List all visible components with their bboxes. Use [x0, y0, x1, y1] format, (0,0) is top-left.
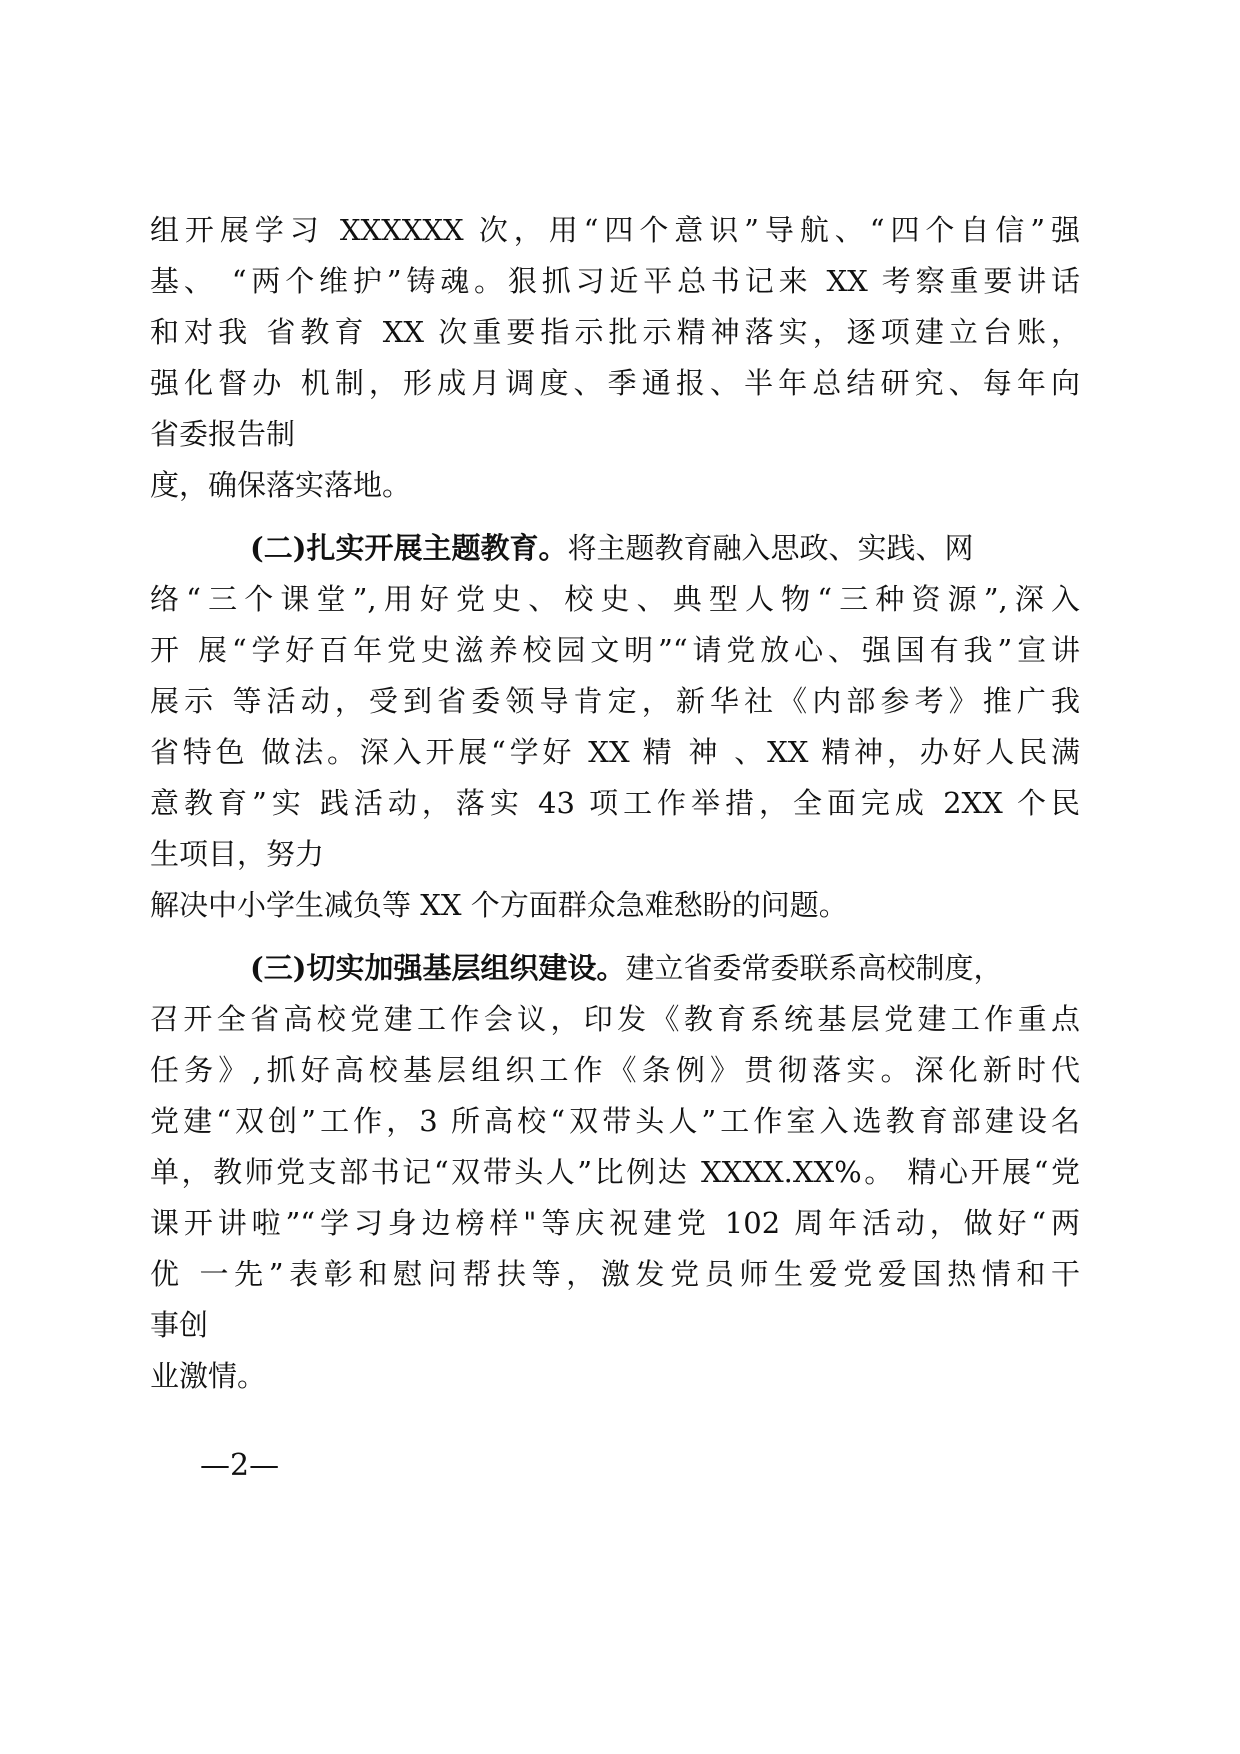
text-line: 和对我 省教育 XX 次重要指示批示精神落实，逐项建立台账， [150, 315, 1080, 349]
text-line: 事创 [150, 1308, 209, 1342]
text-line: 组开展学习 XXXXXX 次，用“四个意识”导航、“四个自信”强 [150, 213, 1080, 247]
document-body [150, 205, 1080, 1402]
text-line: 单，教师党支部书记“双带头人”比例达 XXXX.XX%。 精心开展“党 [150, 1155, 1080, 1189]
text-line: 意教育”实 践活动，落实 43 项工作举措，全面完成 2XX 个民 [150, 786, 1080, 820]
text-line: 省委报告制 [150, 417, 296, 451]
text-line: 召开全省高校党建工作会议，印发《教育系统基层党建工作重点 [150, 1002, 1080, 1036]
paragraph-3 [150, 943, 1080, 1402]
text-line [150, 943, 1080, 994]
text-line: 生项目，努力 [150, 837, 325, 871]
paragraph-1 [150, 205, 1080, 511]
paragraph-2 [150, 523, 1080, 931]
text-line: 课开讲啦”“学习身边榜样"等庆祝建党 102 周年活动，做好“两 [150, 1206, 1080, 1240]
text-line: 度，确保落实落地。 [150, 468, 412, 502]
text-line: 开 展“学好百年党史滋养校园文明”“请党放心、强国有我”宣讲 [150, 633, 1080, 667]
text-line [150, 523, 1080, 574]
text-span: 将主题教育融入思政、实践、网 [567, 531, 974, 565]
text-line: 省特色 做法。深入开展“学好 XX 精 神 、XX 精神，办好人民满 [150, 735, 1080, 769]
text-line: 展示 等活动，受到省委领导肯定，新华社《内部参考》推广我 [150, 684, 1080, 718]
text-line: 强化督办 机制，形成月调度、季通报、半年总结研究、每年向 [150, 366, 1080, 400]
text-span: 建立省委常委联系高校制度， [625, 951, 1003, 985]
text-line: 任务》,抓好高校基层组织工作《条例》贯彻落实。深化新时代 [150, 1053, 1080, 1087]
text-line: 络“三个课堂”,用好党史、校史、典型人物“三种资源”,深入 [150, 582, 1080, 616]
text-line: 解决中小学生减负等 XX 个方面群众急难愁盼的问题。 [150, 888, 848, 922]
text-line: 优 一先”表彰和慰问帮扶等，激发党员师生爱党爱国热情和干 [150, 1257, 1080, 1291]
text-line: 党建“双创”工作，3 所高校“双带头人”工作室入选教育部建设名 [150, 1104, 1080, 1138]
text-line: 业激情。 [150, 1359, 267, 1393]
text-line: 基、 “两个维护”铸魂。狠抓习近平总书记来 XX 考察重要讲话 [150, 264, 1080, 298]
section-heading: (二)扎实开展主题教育。 [250, 531, 568, 565]
page-number: —2— [200, 1448, 280, 1483]
section-heading: (三)切实加强基层组织建设。 [250, 951, 626, 985]
